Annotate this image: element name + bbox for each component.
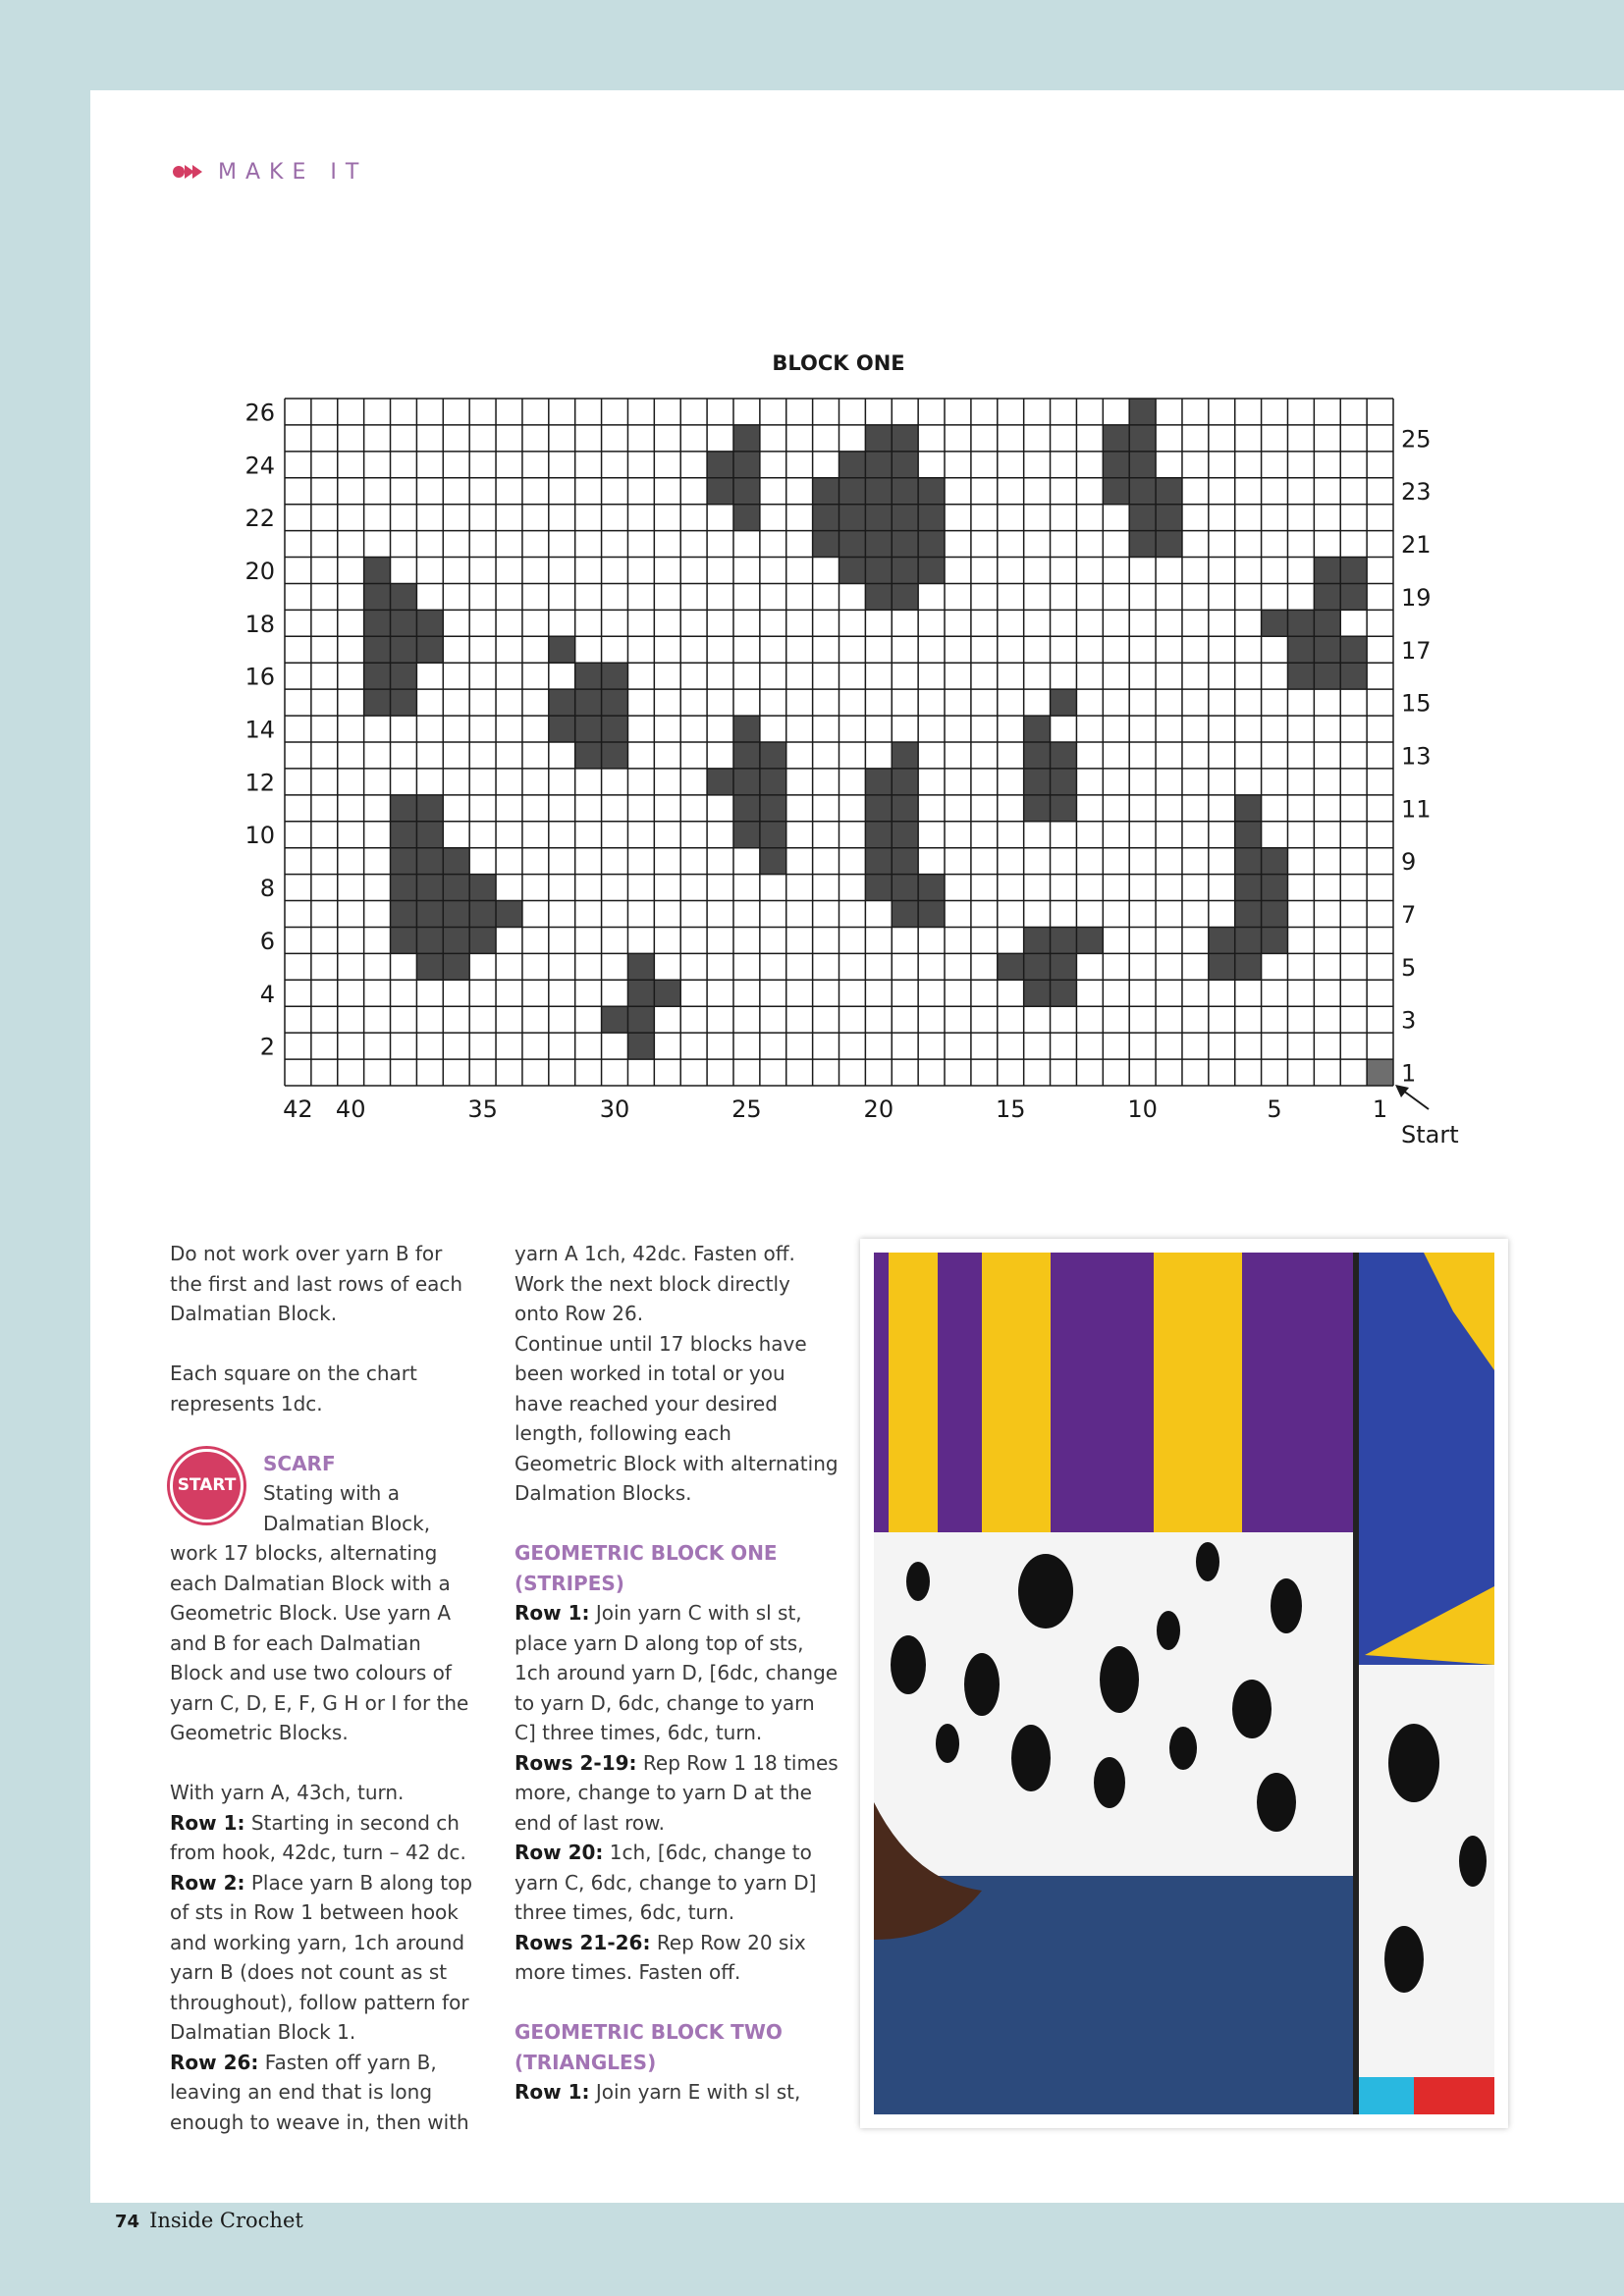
- filled-cell: [1156, 478, 1182, 505]
- filled-cell: [416, 636, 443, 663]
- instruction-row: [514, 1838, 839, 1928]
- filled-cell: [707, 452, 733, 478]
- filled-cell: [760, 795, 786, 822]
- filled-cell: [391, 848, 417, 875]
- filled-cell: [416, 875, 443, 901]
- filled-cell: [1051, 980, 1077, 1006]
- row-text: Join yarn C with sl st, place yarn D along top of sts, 1ch around yarn D, [6dc, change to yarn D, 6dc, change to yarn C] three times, 6dc, turn.: [514, 1601, 839, 1744]
- filled-cell: [865, 425, 892, 452]
- row-label-left: 24: [244, 452, 275, 480]
- filled-cell: [1024, 927, 1051, 953]
- row-label-left: 16: [244, 663, 275, 691]
- filled-cell: [627, 1033, 654, 1059]
- row-label-right: 25: [1401, 425, 1432, 454]
- filled-cell: [416, 795, 443, 822]
- start-label: Start: [1401, 1121, 1459, 1148]
- filled-cell: [918, 531, 945, 558]
- filled-cell: [1209, 927, 1235, 953]
- filled-cell: [1024, 795, 1051, 822]
- filled-cell: [575, 663, 602, 689]
- filled-cell: [364, 610, 391, 636]
- start-badge-label: START: [177, 1474, 237, 1495]
- instruction-row: [514, 2077, 839, 2108]
- row-text: Join yarn E with sl st,: [595, 2080, 801, 2104]
- filled-cell: [892, 795, 918, 822]
- row-label-right: 9: [1401, 848, 1417, 877]
- filled-cell: [865, 452, 892, 478]
- column-label: 20: [863, 1095, 894, 1123]
- filled-cell: [1051, 795, 1077, 822]
- row-label-right: 19: [1401, 583, 1432, 612]
- filled-cell: [1129, 452, 1156, 478]
- filled-cell: [391, 927, 417, 953]
- filled-cell: [1209, 953, 1235, 980]
- filled-cell: [1314, 636, 1340, 663]
- filled-cell: [1235, 953, 1262, 980]
- filled-cell: [892, 769, 918, 795]
- filled-cell: [998, 953, 1024, 980]
- row-label: Row 1:: [170, 1810, 245, 1835]
- filled-cell: [813, 531, 839, 558]
- geometric-block-two-heading: GEOMETRIC BLOCK TWO (TRIANGLES): [514, 2020, 783, 2074]
- filled-cell: [1103, 452, 1129, 478]
- filled-cell: [813, 478, 839, 505]
- instruction-row: [170, 1868, 474, 2048]
- filled-cell: [733, 742, 760, 769]
- filled-cell: [627, 980, 654, 1006]
- row-label-left: 26: [244, 399, 275, 427]
- filled-cell: [1051, 927, 1077, 953]
- filled-cell: [918, 505, 945, 531]
- row-label-right: 1: [1401, 1059, 1417, 1088]
- filled-cell: [1287, 663, 1314, 689]
- filled-cell: [918, 901, 945, 928]
- filled-cell: [760, 822, 786, 848]
- instruction-row: [170, 2048, 474, 2138]
- filled-cell: [1129, 478, 1156, 505]
- filled-cell: [865, 769, 892, 795]
- filled-cell: [416, 901, 443, 928]
- row-label-left: 18: [244, 610, 275, 638]
- filled-cell: [391, 636, 417, 663]
- filled-cell: [1051, 689, 1077, 716]
- filled-cell: [364, 636, 391, 663]
- filled-cell: [1024, 953, 1051, 980]
- row-label-left: 4: [259, 980, 275, 1008]
- row-label: Row 20:: [514, 1841, 604, 1864]
- filled-cell: [602, 716, 628, 742]
- filled-cell: [1314, 558, 1340, 584]
- row-label: Row 1:: [514, 1601, 590, 1625]
- filled-cell: [918, 558, 945, 584]
- paragraph: With yarn A, 43ch, turn.: [170, 1781, 405, 1804]
- filled-cell: [469, 901, 496, 928]
- filled-cell: [865, 478, 892, 505]
- filled-cell: [1156, 505, 1182, 531]
- filled-cell: [1129, 531, 1156, 558]
- filled-cell: [1262, 848, 1288, 875]
- filled-cell: [364, 583, 391, 610]
- row-label: Row 1:: [514, 2080, 590, 2104]
- filled-cell: [1076, 927, 1103, 953]
- filled-cell: [892, 425, 918, 452]
- row-text: Rep Row 20 six more times. Fasten off.: [514, 1930, 806, 1984]
- filled-cell: [760, 769, 786, 795]
- column-label: 15: [995, 1095, 1026, 1123]
- filled-cell: [416, 953, 443, 980]
- filled-cell: [1103, 425, 1129, 452]
- filled-cell: [733, 478, 760, 505]
- filled-cell: [391, 875, 417, 901]
- row-label-right: 13: [1401, 742, 1432, 771]
- filled-cell: [892, 478, 918, 505]
- filled-cell: [733, 822, 760, 848]
- filled-cell: [391, 689, 417, 716]
- filled-cell: [733, 769, 760, 795]
- filled-cell: [391, 610, 417, 636]
- filled-cell: [865, 505, 892, 531]
- section-label: MAKE IT: [218, 159, 368, 185]
- row-label-left: 8: [259, 875, 275, 903]
- filled-cell: [1235, 927, 1262, 953]
- text-column-1: [170, 1239, 474, 2137]
- paragraph: Continue until 17 blocks have been worked in total or you have reached your desired length, following each Geometric Block with alternating Dalmation Blocks.: [514, 1331, 839, 1505]
- filled-cell: [391, 822, 417, 848]
- filled-cell: [1129, 505, 1156, 531]
- filled-cell: [391, 663, 417, 689]
- filled-cell: [391, 795, 417, 822]
- row-label-right: 23: [1401, 478, 1432, 507]
- filled-cell: [865, 822, 892, 848]
- filled-cell: [760, 742, 786, 769]
- filled-cell: [1235, 848, 1262, 875]
- filled-cell: [1340, 636, 1367, 663]
- instruction-row: [514, 1928, 839, 1988]
- column-label: 1: [1372, 1095, 1388, 1123]
- filled-cell: [1024, 769, 1051, 795]
- photo-frame: [860, 1239, 1508, 2128]
- filled-cell: [1287, 636, 1314, 663]
- row-label-left: 12: [244, 769, 275, 797]
- row-label-left: 14: [244, 716, 275, 744]
- filled-cell: [865, 795, 892, 822]
- filled-cell: [892, 822, 918, 848]
- filled-cell: [839, 505, 866, 531]
- filled-cell: [918, 478, 945, 505]
- row-label-right: 21: [1401, 531, 1432, 560]
- row-label: Rows 2-19:: [514, 1750, 637, 1775]
- filled-cell: [1262, 927, 1288, 953]
- column-label: 30: [599, 1095, 630, 1123]
- column-label: 40: [335, 1095, 366, 1123]
- filled-cell: [918, 875, 945, 901]
- paragraph: yarn A 1ch, 42dc. Fasten off. Work the next block directly onto Row 26.: [514, 1242, 795, 1325]
- filled-cell: [416, 848, 443, 875]
- filled-cell: [627, 953, 654, 980]
- filled-cell: [1235, 901, 1262, 928]
- row-label: Rows 21-26:: [514, 1930, 651, 1954]
- filled-cell: [1314, 663, 1340, 689]
- filled-cell: [892, 875, 918, 901]
- row-label-left: 6: [259, 927, 275, 955]
- row-text: Fasten off yarn B, leaving an end that is long enough to weave in, then with: [170, 2050, 469, 2134]
- row-label-right: 11: [1401, 795, 1432, 824]
- column-label: 42: [283, 1095, 313, 1123]
- filled-cell: [1314, 583, 1340, 610]
- filled-cell: [865, 848, 892, 875]
- magazine-name: Inside Crochet: [149, 2209, 303, 2232]
- filled-cell: [364, 558, 391, 584]
- page-footer: [115, 2209, 303, 2232]
- filled-cell: [1051, 953, 1077, 980]
- filled-cell: [469, 875, 496, 901]
- row-label-right: 15: [1401, 689, 1432, 718]
- filled-cell: [813, 505, 839, 531]
- column-label: 35: [467, 1095, 498, 1123]
- filled-cell: [892, 505, 918, 531]
- filled-cell: [733, 425, 760, 452]
- filled-cell: [839, 531, 866, 558]
- filled-cell: [1129, 399, 1156, 425]
- filled-cell: [733, 452, 760, 478]
- column-label: 10: [1127, 1095, 1158, 1123]
- scarf-illustration: [874, 1253, 1494, 2114]
- filled-cell: [892, 583, 918, 610]
- filled-cell: [602, 663, 628, 689]
- geometric-block-one-heading: GEOMETRIC BLOCK ONE (STRIPES): [514, 1541, 778, 1595]
- filled-cell: [1287, 610, 1314, 636]
- chart-title: BLOCK ONE: [772, 351, 905, 375]
- filled-cell: [549, 689, 575, 716]
- filled-cell: [496, 901, 522, 928]
- filled-cell: [892, 742, 918, 769]
- filled-cell: [1051, 769, 1077, 795]
- page-number: 74: [115, 2212, 140, 2232]
- filled-cell: [443, 875, 469, 901]
- instruction-row: [170, 1808, 474, 1868]
- row-label-left: 22: [244, 505, 275, 533]
- row-label-right: 5: [1401, 953, 1417, 982]
- filled-cell: [733, 795, 760, 822]
- filled-cell: [1103, 478, 1129, 505]
- filled-cell: [575, 689, 602, 716]
- filled-cell: [865, 583, 892, 610]
- filled-cell: [1024, 716, 1051, 742]
- filled-cell: [1262, 901, 1288, 928]
- filled-cell: [416, 610, 443, 636]
- scarf-photo: [874, 1253, 1494, 2114]
- filled-cell: [1262, 610, 1288, 636]
- filled-cell: [443, 953, 469, 980]
- filled-cell: [892, 901, 918, 928]
- paragraph: Each square on the chart represents 1dc.: [170, 1362, 417, 1415]
- filled-cell: [602, 689, 628, 716]
- filled-cell: [1051, 742, 1077, 769]
- filled-cell: [1129, 425, 1156, 452]
- filled-cell: [1340, 558, 1367, 584]
- filled-cell: [549, 636, 575, 663]
- filled-cell: [469, 927, 496, 953]
- row-label-right: 7: [1401, 901, 1417, 929]
- filled-cell: [443, 927, 469, 953]
- filled-cell: [839, 558, 866, 584]
- filled-cell: [627, 1006, 654, 1033]
- filled-cell: [892, 558, 918, 584]
- filled-cell: [654, 980, 680, 1006]
- filled-cell: [1262, 875, 1288, 901]
- row-label-left: 20: [244, 558, 275, 585]
- filled-cell: [733, 716, 760, 742]
- row-label-right: 17: [1401, 636, 1432, 665]
- filled-cell: [443, 848, 469, 875]
- filled-cell: [1024, 742, 1051, 769]
- filled-cell: [1235, 875, 1262, 901]
- instruction-row: [514, 1598, 839, 1748]
- filled-cell: [1314, 610, 1340, 636]
- filled-cell: [1340, 583, 1367, 610]
- row-text: Rep Row 1 18 times more, change to yarn D at the end of last row.: [514, 1750, 839, 1835]
- filled-cell: [707, 769, 733, 795]
- paragraph: Do not work over yarn B for the first and last rows of each Dalmatian Block.: [170, 1242, 463, 1325]
- filled-cell: [1235, 822, 1262, 848]
- filled-cell: [892, 531, 918, 558]
- paragraph: Stating with a Dalmatian Block, work 17 blocks, alternating each Dalmatian Block with a Geometric Block. Use yarn A and B for each Dalmatian Block and use two colours of yarn C, D, E, F, G H or I for the Geometric Blocks.: [170, 1481, 469, 1744]
- row-label-right: 3: [1401, 1006, 1417, 1035]
- row-label: Row 2:: [170, 1870, 245, 1895]
- filled-cell: [865, 531, 892, 558]
- text-column-2: [514, 1239, 839, 2108]
- filled-cell: [391, 583, 417, 610]
- filled-cell: [391, 901, 417, 928]
- filled-cell: [1235, 795, 1262, 822]
- filled-cell: [602, 1006, 628, 1033]
- filled-cell: [865, 558, 892, 584]
- filled-cell: [760, 848, 786, 875]
- filled-cell: [364, 663, 391, 689]
- column-label: 5: [1267, 1095, 1282, 1123]
- filled-cell: [416, 822, 443, 848]
- start-badge: [170, 1449, 244, 1522]
- row-label: Row 26:: [170, 2050, 259, 2074]
- filled-cell: [602, 742, 628, 769]
- filled-cell: [1156, 531, 1182, 558]
- filled-cell: [839, 478, 866, 505]
- filled-cell: [575, 742, 602, 769]
- filled-cell: [865, 875, 892, 901]
- column-label: 25: [731, 1095, 762, 1123]
- filled-cell: [575, 716, 602, 742]
- scarf-heading: SCARF: [263, 1451, 336, 1475]
- row-text: Place yarn B along top of sts in Row 1 between hook and working yarn, 1ch around yarn B (does not count as st throughout), follow pattern for Dalmatian Block 1.: [170, 1870, 473, 2044]
- filled-cell: [416, 927, 443, 953]
- row-text: 1ch, [6dc, change to yarn C, 6dc, change to yarn D] three times, 6dc, turn.: [514, 1841, 817, 1924]
- start-cell: [1367, 1059, 1393, 1086]
- filled-cell: [892, 452, 918, 478]
- row-label-left: 10: [244, 822, 275, 850]
- filled-cell: [733, 505, 760, 531]
- row-text: Starting in second ch from hook, 42dc, turn – 42 dc.: [170, 1810, 466, 1864]
- row-label-left: 2: [259, 1033, 275, 1061]
- instruction-row: [514, 1748, 839, 1839]
- filled-cell: [707, 478, 733, 505]
- filled-cell: [892, 848, 918, 875]
- filled-cell: [1340, 663, 1367, 689]
- filled-cell: [839, 452, 866, 478]
- filled-cell: [1024, 980, 1051, 1006]
- filled-cell: [443, 901, 469, 928]
- filled-cell: [364, 689, 391, 716]
- filled-cell: [549, 716, 575, 742]
